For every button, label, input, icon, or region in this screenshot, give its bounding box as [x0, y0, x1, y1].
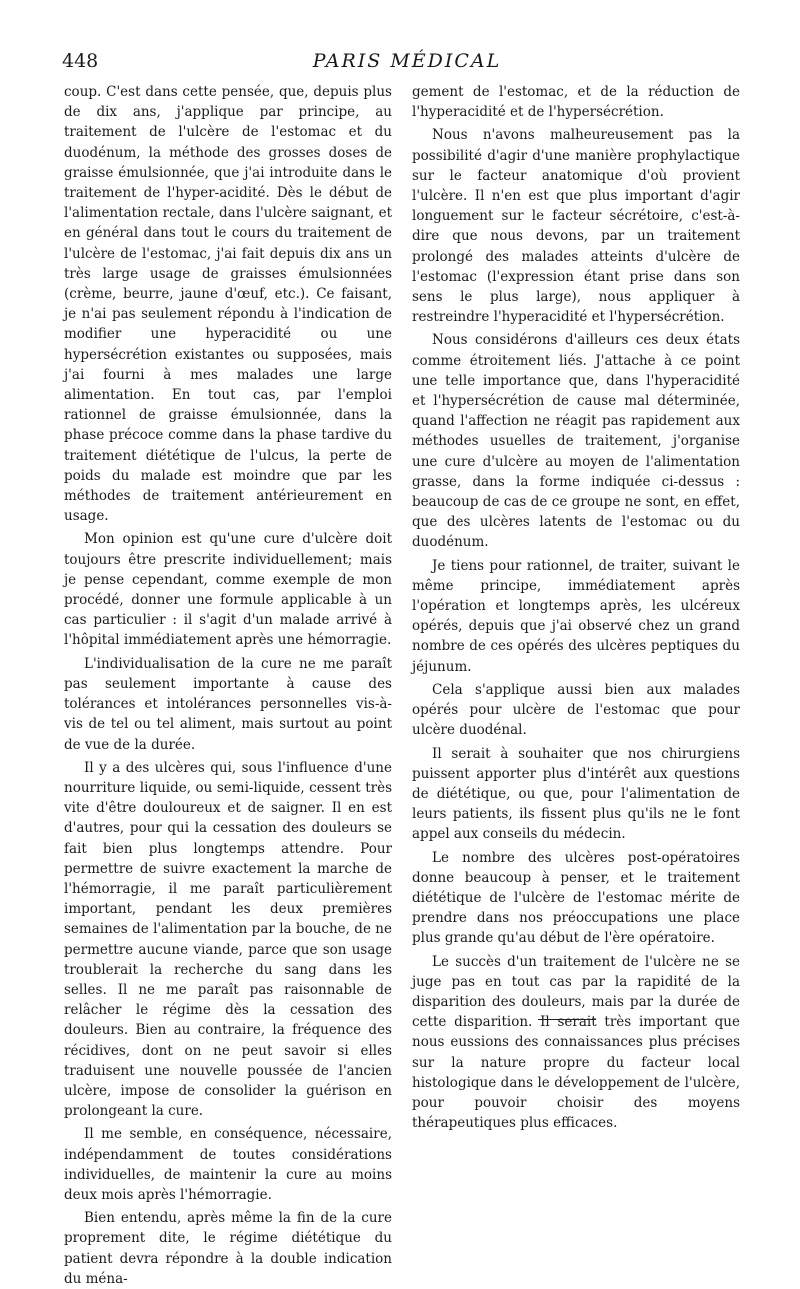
left-column: [64, 82, 392, 1289]
paragraph: gement de l'estomac, et de la réduction de l'hyperacidité et de l'hypersécrétion.: [412, 84, 740, 121]
paragraph: Cela s'applique aussi bien aux malades opérés pour ulcère de l'estomac que pour ulcère duodénal.: [412, 681, 740, 739]
paragraph: Je tiens pour rationnel, de traiter, suivant le même principe, immédiatement après l'opération et longtemps après, les ulcéreux opérés, depuis que j'ai observé chez un grand nombre de ces opérés des ulcères peptiques du jéjunum.: [412, 557, 740, 675]
paragraph: L'individualisation de la cure ne me paraît pas seulement importante à cause des tolérances et intolérances personnelles vis-à-vis de tel ou tel aliment, mais surtout au point de vue de la durée.: [64, 655, 392, 753]
paragraph: Il y a des ulcères qui, sous l'influence d'une nourriture liquide, ou semi-liquide, cessent très vite d'être douloureux et de saigner. Il en est d'autres, pour qui la cessation des douleurs se fait bien plus longtemps attendre. Pour permettre de suivre exactement la marche de l'hémorragie, il me paraît particulièrement important, pendant les deux premières semaines de l'alimentation par la bouche, de ne permettre aucune viande, parce que son usage troublerait la recherche du sang dans les selles. Il ne me paraît pas raisonnable de relâcher le régime dès la cessation des douleurs. Bien au contraire, la fréquence des récidives, dont on ne peut savoir si elles traduisent une nouvelle poussée de l'ancien ulcère, impose de consolider la guérison en prolongeant la cure.: [64, 759, 392, 1120]
page-number: 448: [62, 50, 99, 72]
paragraph: coup. C'est dans cette pensée, que, depuis plus de dix ans, j'applique par principe, au traitement de l'ulcère de l'estomac et du duodénum, la méthode des grosses doses de graisse émulsionnée, que j'ai introduite dans le traitement de l'hyper-acidité. Dès le début de l'alimentation rectale, dans l'ulcère saignant, et en général dans tout le cours du traitement de l'ulcère de l'estomac, j'ai fait depuis dix ans un très large usage de graisses émulsionnées (crème, beurre, jaune d'œuf, etc.). Ce faisant, je n'ai pas seulement répondu à l'indication de modifier une hyperacidité ou une hypersécrétion existantes ou supposées, mais j'ai fourni à mes malades une large alimentation. En tout cas, par l'emploi rationnel de graisse émulsionnée, dans la phase précoce comme dans la phase tardive du traitement diététique de l'ulcus, la perte de poids du malade est moindre que par les méthodes de traitement antérieurement en usage.: [64, 84, 392, 525]
paragraph: Il me semble, en conséquence, nécessaire, indépendamment de toutes considérations individuelles, de maintenir la cure au moins deux mois après l'hémorragie.: [64, 1126, 392, 1203]
running-title: PARIS MÉDICAL: [312, 50, 502, 72]
paragraph: Mon opinion est qu'une cure d'ulcère doit toujours être prescrite individuellement; mais je pense cependant, comme exemple de mon procédé, donner une formule applicable à un cas particulier : il s'agit d'un malade arrivé à l'hôpital immédiatement après une hémorragie.: [64, 531, 392, 649]
page-header: [62, 50, 752, 74]
paragraph: Nous considérons d'ailleurs ces deux états comme étroitement liés. J'attache à ce point une telle importance que, dans l'hyperacidité et l'hypersécrétion de cause mal déterminée, quand l'affection ne réagit pas rapidement aux méthodes usuelles de traitement, j'organise une cure d'ulcère au moyen de l'alimentation grasse, dans la forme indiquée ci-dessus : beaucoup de cas de ce groupe ne sont, en effet, que des ulcères latents de l'estomac ou du duodénum.: [412, 332, 740, 551]
paragraph: Bien entendu, après même la fin de la cure proprement dite, le régime diététique du patient devra répondre à la double indication du ména-: [64, 1210, 392, 1287]
paragraph: Nous n'avons malheureusement pas la possibilité d'agir d'une manière prophylactique sur le facteur anatomique d'où provient l'ulcère. Il n'en est que plus important d'agir longuement sur le facteur sécrétoire, c'est-à-dire que nous devons, par un traitement prolongé des malades atteints d'ulcère de l'estomac (l'expression étant prise dans son sens le plus large), nous appliquer à restreindre l'hyperacidité et l'hypersécrétion.: [412, 127, 740, 326]
paragraph: Le succès d'un traitement de l'ulcère ne se juge pas en tout cas par la rapidité de la disparition des douleurs, mais par la durée de cette disparition. Il serait très important que nous eussions des connaissances plus précises sur la nature propre du facteur local histologique dans le développement de l'ulcère, pour pouvoir choisir des moyens thérapeutiques plus efficaces.: [412, 953, 740, 1132]
end-rule: [538, 1019, 596, 1020]
paragraph: Il serait à souhaiter que nos chirurgiens puissent apporter plus d'intérêt aux questions de diététique, ou que, pour l'alimentation de leurs patients, ils fissent plus qu'ils ne le font appel aux conseils du médecin.: [412, 745, 740, 843]
right-column: [412, 82, 740, 1133]
paragraph: Le nombre des ulcères post-opératoires donne beaucoup à penser, et le traitement diététique de l'ulcère de l'estomac mérite de prendre dans nos préoccupations une place plus grande qu'au début de l'ère opératoire.: [412, 849, 740, 947]
